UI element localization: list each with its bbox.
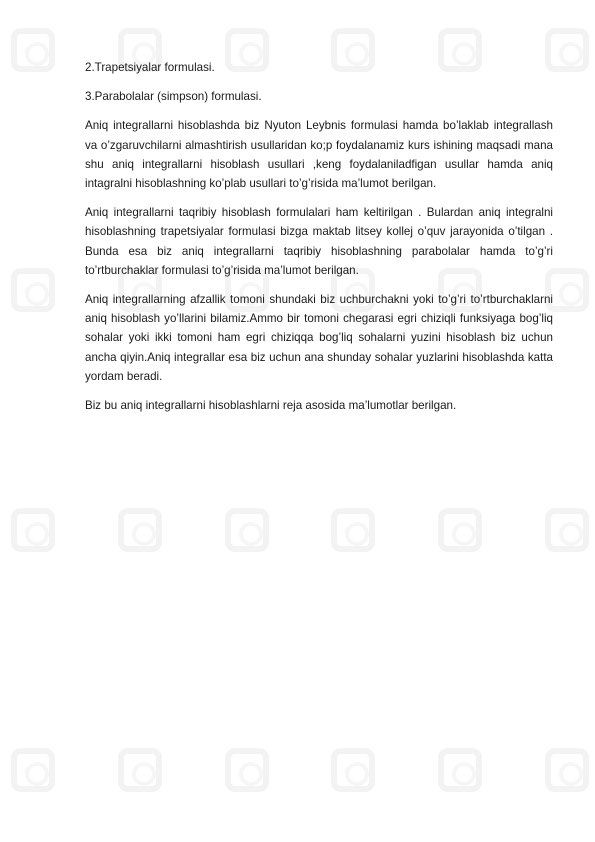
watermark-logo-icon: [545, 748, 589, 792]
watermark-logo-icon: [545, 508, 589, 552]
paragraph-intro: Aniq integrallarni hisoblashda biz Nyuton Leybnis formulasi hamda bo’laklab integrallash va o’zgaruvchilarni almashtirish usullaridan ko;p foydalanamiz kurs ishining maqsadi mana shu aniq integrallarni hisoblash usullari ,keng foydalaniladfigan usullar hamda aniq intagralni hisoblashning ko’plab usullari to’g’risida ma’lumot berilgan.: [85, 119, 553, 191]
paragraph-plan-note: Biz bu aniq integrallarni hisoblashlarni reja asosida ma’lumotlar berilgan.: [85, 399, 457, 413]
watermark-logo-icon: [438, 748, 482, 792]
list-item-simpson-formula: 3.Parabolalar (simpson) formulasi.: [85, 90, 262, 104]
watermark-logo-icon: [11, 748, 55, 792]
watermark-logo-icon: [11, 28, 55, 72]
watermark-logo-icon: [11, 508, 55, 552]
watermark-logo-icon: [11, 268, 55, 312]
document-page-body: [85, 58, 553, 425]
watermark-logo-icon: [118, 508, 162, 552]
watermark-logo-icon: [438, 508, 482, 552]
watermark-row: [0, 500, 595, 560]
watermark-logo-icon: [118, 748, 162, 792]
watermark-logo-icon: [331, 748, 375, 792]
watermark-row: [0, 740, 595, 800]
paragraph-advantages: Aniq integrallarning afzallik tomoni shundaki biz uchburchakni yoki to’g’ri to’rtburchaklarni aniq hisoblash yo’llarini bilamiz.Ammo bir tomoni chegarasi egri chiziqli funksiyaga bog’liq sohalar yoki ikki tomoni ham egri chiziqqa bog’liq sohalarni yuzini hisoblash biz uchun ancha qiyin.Aniq integrallar esa biz uchun ana shunday sohalar yuzlarini hisoblashda katta yordam beradi.: [85, 293, 553, 383]
watermark-logo-icon: [225, 748, 269, 792]
list-item-trapezoid-formula: 2.Trapetsiyalar formulasi.: [85, 61, 215, 74]
watermark-logo-icon: [225, 508, 269, 552]
paragraph-approximate-formulas: Aniq integrallarni taqribiy hisoblash formulalari ham keltirilgan . Bulardan aniq integralni hisoblashning trapetsiyalar formulasi bizga maktab litsey kollej o’quv jarayonida o’tilgan . Bunda esa biz aniq integrallarni taqribiy hisoblashning parabolalar hamda to’g’ri to’rtburchaklar formulasi to’g’risida ma’lumot berilgan.: [85, 206, 553, 277]
watermark-logo-icon: [331, 508, 375, 552]
